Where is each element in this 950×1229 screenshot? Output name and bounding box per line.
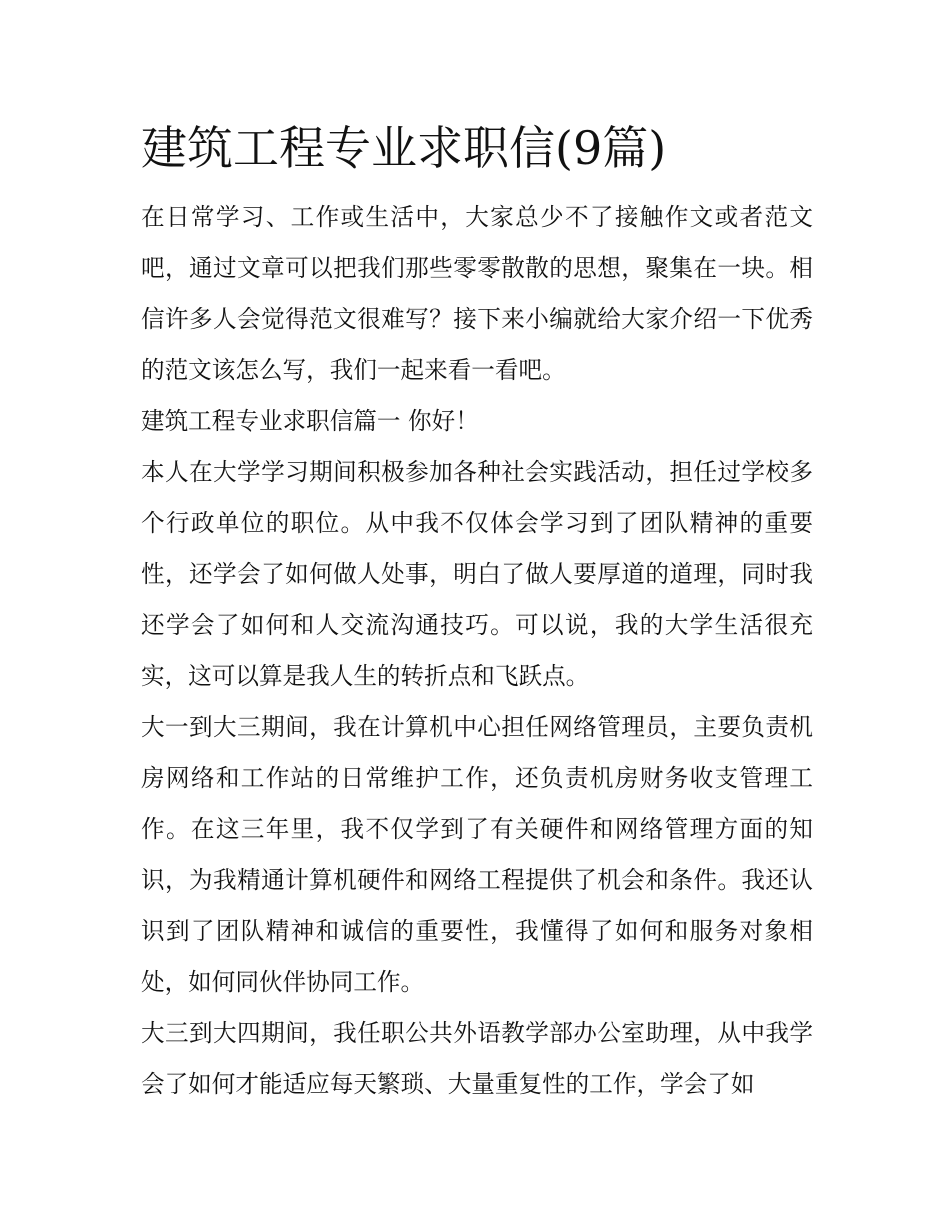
paragraph-practice: 本人在大学学习期间积极参加各种社会实践活动，担任过学校多个行政单位的职位。从中我不仅体会学习到了团队精神的重要性，还学会了如何做人处事，明白了做人要厚道的道理，同时我还学会了如何和人交流沟通技巧。可以说，我的大学生活很充实，这可以算是我人生的转折点和飞跃点。: [141, 458, 813, 690]
paragraph-greeting: 建筑工程专业求职信篇一 你好！: [141, 407, 479, 435]
paragraph-network-admin: 大一到大三期间，我在计算机中心担任网络管理员，主要负责机房网络和工作站的日常维护工作，还负责机房财务收支管理工作。在这三年里，我不仅学到了有关硬件和网络管理方面的知识，为我精通计算机硬件和网络工程提供了机会和条件。我还认识到了团队精神和诚信的重要性，我懂得了如何和服务对象相处，如何同伙伴协同工作。: [141, 713, 813, 996]
document-title: 建筑工程专业求职信(9篇): [141, 121, 667, 175]
paragraph-office-assistant: 大三到大四期间，我任职公共外语教学部办公室助理，从中我学会了如何才能适应每天繁琐、大量重复性的工作，学会了如: [141, 1019, 813, 1098]
paragraph-intro: 在日常学习、工作或生活中，大家总少不了接触作文或者范文吧，通过文章可以把我们那些零零散散的思想，聚集在一块。相信许多人会觉得范文很难写？接下来小编就给大家介绍一下优秀的范文该怎么写，我们一起来看一看吧。: [141, 203, 813, 384]
document-body: [141, 118, 813, 1110]
